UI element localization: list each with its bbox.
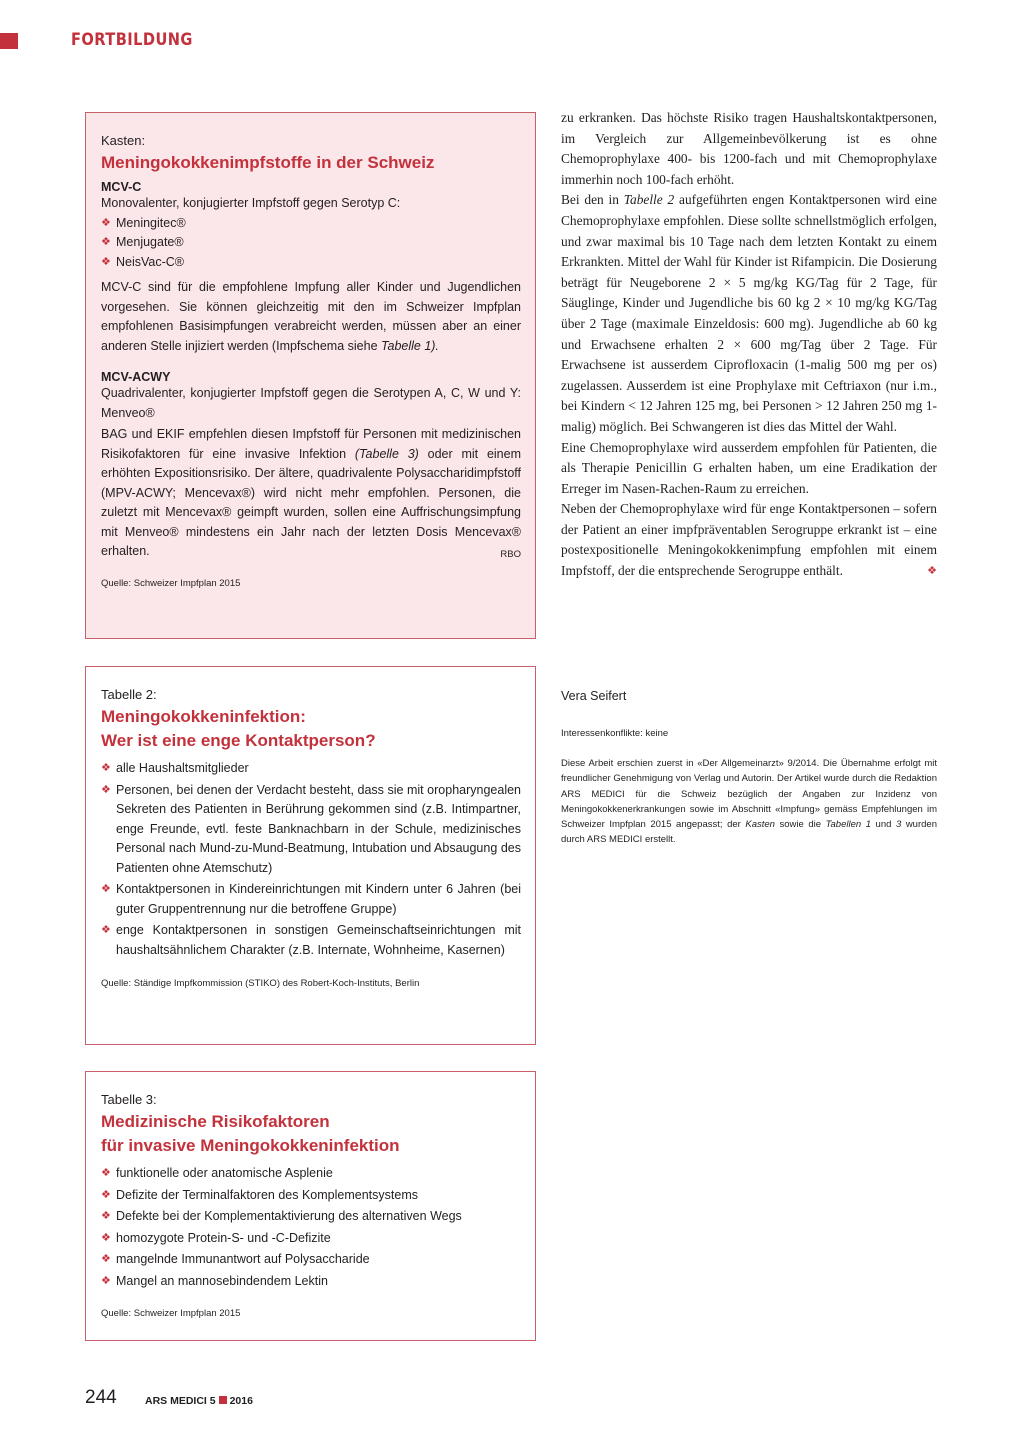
tabelle3-box — [85, 1071, 536, 1341]
tabelle2-title-line2: Wer ist eine enge Kontaktperson? — [101, 731, 376, 750]
tabelle2-item: ❖ enge Kontaktpersonen in sonstigen Gemeinschaftseinrichtungen mit haushaltsähnlichem Charakter (z.B. Internate, Wohnheime, Kasernen) — [101, 923, 521, 957]
diamond-bullet-icon: ❖ — [101, 1188, 111, 1201]
mcvacwy-text: BAG und EKIF empfehlen diesen Impfstoff für Personen mit medizinischen Risikofaktoren für eine invasive Infektion (Tabelle 3) oder mit einem erhöhten Expositionsrisiko. Der ältere, quadrivalente Polysaccharidimpfstoff (MPV-ACWY; Mencevax®) wird nicht mehr empfohlen. Personen, die zuletzt mit Mencevax® geimpft wurden, sollen eine Auffrischungsimpfung mit Menveo® mindestens ein Jahr nach der letzten Dosis Mencevax® erhalten. RBO — [101, 425, 521, 562]
tabelle3-item: ❖ homozygote Protein-S- und -C-Defizite — [101, 1229, 521, 1249]
section-marker — [0, 33, 18, 49]
tabelle3-item: ❖ funktionelle oder anatomische Asplenie — [101, 1164, 521, 1184]
kasten-kicker: Kasten: — [101, 133, 146, 148]
conflict-of-interest: Interessenkonflikte: keine — [561, 728, 669, 739]
mcvacwy-desc: Quadrivalenter, konjugierter Impfstoff gegen die Serotypen A, C, W und Y: Menveo® — [101, 386, 521, 420]
diamond-bullet-icon: ❖ — [101, 236, 111, 248]
tabelle2-item: ❖ alle Haushaltsmitglieder — [101, 759, 521, 779]
diamond-bullet-icon: ❖ — [101, 1167, 111, 1179]
tabelle3-kicker: Tabelle 3: — [101, 1092, 157, 1107]
article-paragraph: zu erkranken. Das höchste Risiko tragen Haushaltskontaktpersonen, im Vergleich zur Allgemeinbevölkerung ist es ohne Chemoprophylaxe 400- bis 1200-fach und mit Chemoprophylaxe immerhin noch 100-fach erhöht. — [561, 110, 937, 187]
tabelle2-kicker: Tabelle 2: — [101, 687, 157, 702]
square-separator-icon — [219, 1396, 227, 1404]
author-name: Vera Seifert — [561, 689, 627, 703]
kasten-title: Meningokokkenimpfstoffe in der Schweiz — [101, 153, 435, 172]
tabelle2-box — [85, 666, 536, 1045]
tabelle3-item: ❖ Defizite der Terminalfaktoren des Komplementsystems — [101, 1186, 521, 1206]
mcvc-heading: MCV-C — [101, 180, 142, 194]
diamond-bullet-icon: ❖ — [101, 924, 111, 936]
end-of-article-icon: ❖ — [927, 564, 937, 578]
tabelle2-item: ❖ Kontaktpersonen in Kindereinrichtungen mit Kindern unter 6 Jahren (bei guter Gruppentrennung nur die betroffene Gruppe) — [101, 882, 521, 916]
tabelle3-item: ❖ Defekte bei der Komplementaktivierung des alternativen Wegs — [101, 1207, 521, 1227]
diamond-bullet-icon: ❖ — [101, 1253, 111, 1265]
mcvc-desc: Monovalenter, konjugierter Impfstoff gegen Serotyp C: — [101, 196, 401, 210]
diamond-bullet-icon: ❖ — [101, 216, 111, 229]
diamond-bullet-icon: ❖ — [101, 255, 111, 268]
article-paragraph: Eine Chemoprophylaxe wird ausserdem empfohlen für Patienten, die als Therapie Penicillin G erhalten haben, um eine Eradikation der Erreger im Nasen-Rachen-Raum zu erreichen. — [561, 439, 937, 496]
mcvc-product: ❖ NeisVac-C® — [101, 253, 521, 273]
kasten-source: Quelle: Schweizer Impfplan 2015 — [101, 577, 241, 589]
publication-note: Diese Arbeit erschien zuerst in «Der Allgemeinarzt» 9/2014. Die Übernahme erfolgt mit freundlicher Genehmigung von Verlag und Autorin. Der Artikel wurde durch die Redaktion ARS MEDICI für die Schweiz bezüglich der Angaben zur Inzidenz von Meningokokkenerkrankungen sowie im Abschnitt «Impfung» gemäss Empfehlungen im Schweizer Impfplan 2015 angepasst; der Kasten sowie die Tabellen 1 und 3 wurden durch ARS MEDICI erstellt. — [561, 758, 937, 846]
tabelle2-title-line1: Meningokokkeninfektion: — [101, 707, 306, 726]
diamond-bullet-icon: ❖ — [101, 1210, 111, 1222]
diamond-bullet-icon: ❖ — [101, 1231, 111, 1244]
diamond-bullet-icon: ❖ — [101, 1274, 111, 1287]
mcvc-product: ❖ Meningitec® — [101, 214, 521, 234]
tabelle2-source: Quelle: Ständige Impfkommission (STIKO) des Robert-Koch-Instituts, Berlin — [101, 978, 420, 989]
tabelle2-item: ❖ Personen, bei denen der Verdacht besteht, dass sie mit oropharyngealen Sekreten des Patienten in Berührung gekommen sind (z.B. Intimpartner, enge Freunde, evtl. feste Banknachbarn in der Schule, medizinisches Personal nach Mund-zu-Mund-Beatmung, Intubation und Absaugung des Patienten ohne Atemschutz) — [101, 782, 521, 875]
tabelle3-source: Quelle: Schweizer Impfplan 2015 — [101, 1308, 241, 1319]
tabelle3-title-line1: Medizinische Risikofaktoren — [101, 1112, 330, 1131]
tabelle3-item: ❖ mangelnde Immunantwort auf Polysaccharide — [101, 1250, 521, 1270]
article-column — [561, 108, 937, 582]
article-paragraph: Neben der Chemoprophylaxe wird für enge Kontaktpersonen – sofern der Patient an einer impfpräventablen Serogruppe erkrankt ist – eine postexpositionelle Meningokokkenimpfung empfohlen mit einem Impfstoff, der die entsprechende Serogruppe enthält. ❖ — [561, 499, 937, 581]
diamond-bullet-icon: ❖ — [101, 783, 111, 796]
article-paragraph: Bei den in Tabelle 2 aufgeführten engen Kontaktpersonen wird eine Chemoprophylaxe empfohlen. Diese sollte schnellstmöglich erfolgen, und zwar maximal bis 10 Tage nach dem letzten Kontakt zu einem Erkrankten. Mittel der Wahl für Kinder ist Rifampicin. Die Dosierung beträgt für Neugeborene 2 × 5 mg/kg KG/Tag für 2 Tage, für Säuglinge, Kinder und Jugendliche bis 60 kg 2 × 10 mg/kg KG/Tag über 2 Tage (maximale Einzeldosis: 600 mg). Jugendliche ab 60 kg und Erwachsene erhalten 2 × 600 mg/Tag über 2 Tage. Für Erwachsene ist ausserdem Ciprofloxacin (1-malig 500 mg per os) zugelassen. Ausserdem ist eine Prophylaxe mit Ceftriaxon (nur i.m., bei Kindern < 12 Jahren 125 mg, bei Personen > 12 Jahren 250 mg 1-malig) möglich. Bei Schwangeren ist dies das Mittel der Wahl. — [561, 192, 937, 434]
tabelle3-item: ❖ Mangel an mannosebindendem Lektin — [101, 1272, 521, 1292]
kasten-box — [85, 112, 536, 639]
diamond-bullet-icon: ❖ — [101, 883, 111, 895]
page-number: 244 — [85, 1387, 117, 1408]
mcvc-text: MCV-C sind für die empfohlene Impfung aller Kinder und Jugendlichen vorgesehen. Sie können gleichzeitig mit den im Schweizer Impfplan empfohlenen Basisimpfungen verabreicht werden, müssen aber an einer anderen Stelle injiziert werden (Impfschema siehe Tabelle 1). — [101, 280, 521, 353]
magazine-issue: ARS MEDICI 5 2016 — [145, 1395, 253, 1407]
diamond-bullet-icon: ❖ — [101, 762, 111, 774]
mcvc-product: ❖ Menjugate® — [101, 233, 521, 253]
author-sign: RBO — [500, 549, 521, 560]
section-label: FORTBILDUNG — [71, 30, 193, 50]
tabelle3-title-line2: für invasive Meningokokkeninfektion — [101, 1136, 400, 1155]
mcvacwy-heading: MCV-ACWY — [101, 370, 171, 384]
